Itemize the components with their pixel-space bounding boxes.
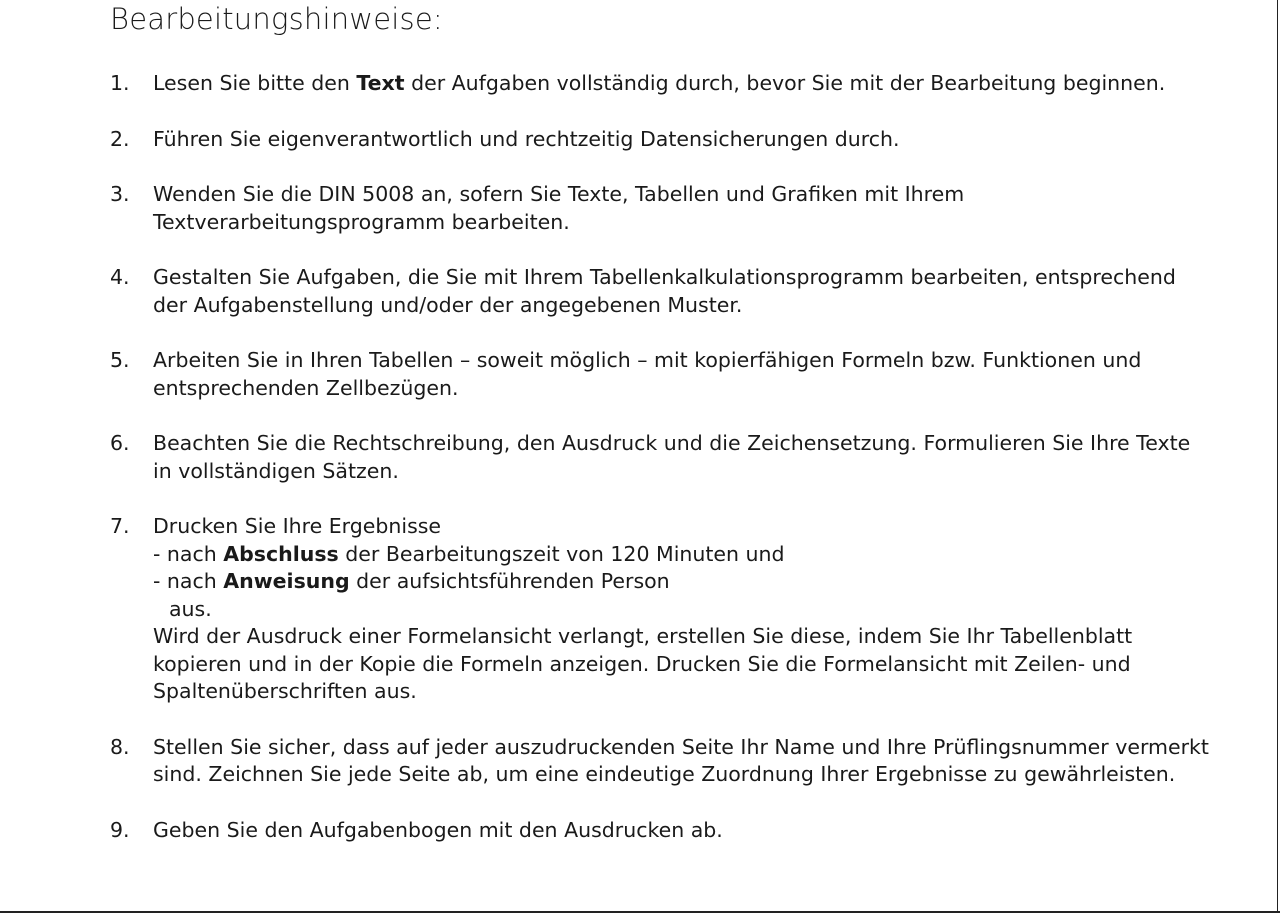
instruction-item-9 [110,817,1210,845]
item-text: Führen Sie eigenverantwortlich und rechtzeitig Datensicherungen durch. [153,126,900,151]
item-line: sind. Zeichnen Sie jede Seite ab, um eine eindeutige Zuordnung Ihrer Ergebnisse zu gewährleisten. [153,762,1176,786]
item-number: 9. [110,817,130,842]
bold-text: Text [356,71,405,95]
instruction-item-1 [110,70,1210,98]
item-bullet [153,541,1210,569]
instruction-item-6 [110,430,1210,485]
item-line: in vollständigen Sätzen. [153,458,399,483]
text-segment: der Aufgaben vollständig durch, bevor Sie mit der Bearbeitung beginnen. [404,71,1166,95]
item-line: Textverarbeitungsprogramm bearbeiten. [153,209,570,234]
item-line: Spaltenüberschriften aus. [153,679,417,703]
item-line: Drucken Sie Ihre Ergebnisse [153,514,442,538]
item-number: 5. [110,348,130,372]
page-border-right [1277,0,1278,912]
text-segment: der Bearbeitungszeit von 120 Minuten und [338,541,785,566]
page-border-bottom [0,911,1280,913]
item-line: Stellen Sie sicher, dass auf jeder auszudruckenden Seite Ihr Name und Ihre Prüflingsnummer vermerkt [153,734,1209,759]
item-line: der Aufgabenstellung und/oder der angegebenen Muster. [153,292,743,317]
item-line: Arbeiten Sie in Ihren Tabellen – soweit möglich – mit kopierfähigen Formeln bzw. Funktionen und [153,348,1142,372]
item-line: aus. [169,596,212,621]
instruction-list [110,70,1210,872]
instruction-item-2 [110,126,1210,154]
item-number: 4. [110,265,130,289]
item-text [153,70,1210,98]
item-number: 2. [110,126,130,151]
text-segment: Lesen Sie bitte den [153,71,357,95]
bold-text: Abschluss [223,541,339,566]
item-line: kopieren und in der Kopie die Formeln anzeigen. Drucken Sie die Formelansicht mit Zeilen- und [153,651,1131,676]
item-line: Gestalten Sie Aufgaben, die Sie mit Ihrem Tabellenkalkulationsprogramm bearbeiten, entsprechend [153,265,1176,289]
item-line: entsprechenden Zellbezügen. [153,375,459,400]
item-number: 1. [110,71,130,95]
item-bullet [153,568,1210,596]
item-number: 8. [110,734,130,759]
item-number: 3. [110,182,130,206]
instruction-item-4 [110,264,1210,319]
text-segment: - nach [153,569,224,593]
item-text: Geben Sie den Aufgabenbogen mit den Ausdrucken ab. [153,817,723,842]
instruction-item-7 [110,513,1210,706]
bold-text: Anweisung [223,569,350,593]
item-line: Beachten Sie die Rechtschreibung, den Ausdruck und die Zeichensetzung. Formulieren Sie Ihre Texte [153,431,1191,455]
instruction-item-8 [110,734,1210,789]
text-segment: - nach [153,541,224,566]
instruction-item-5 [110,347,1210,402]
item-line: Wird der Ausdruck einer Formelansicht verlangt, erstellen Sie diese, indem Sie Ihr Tabellenblatt [153,624,1133,648]
page-title: Bearbeitungshinweise: [110,2,443,36]
instruction-item-3 [110,181,1210,236]
item-line: Wenden Sie die DIN 5008 an, sofern Sie Texte, Tabellen und Grafiken mit Ihrem [153,182,965,206]
item-number: 7. [110,514,130,538]
item-number: 6. [110,431,130,455]
text-segment: der aufsichtsführenden Person [349,569,670,593]
